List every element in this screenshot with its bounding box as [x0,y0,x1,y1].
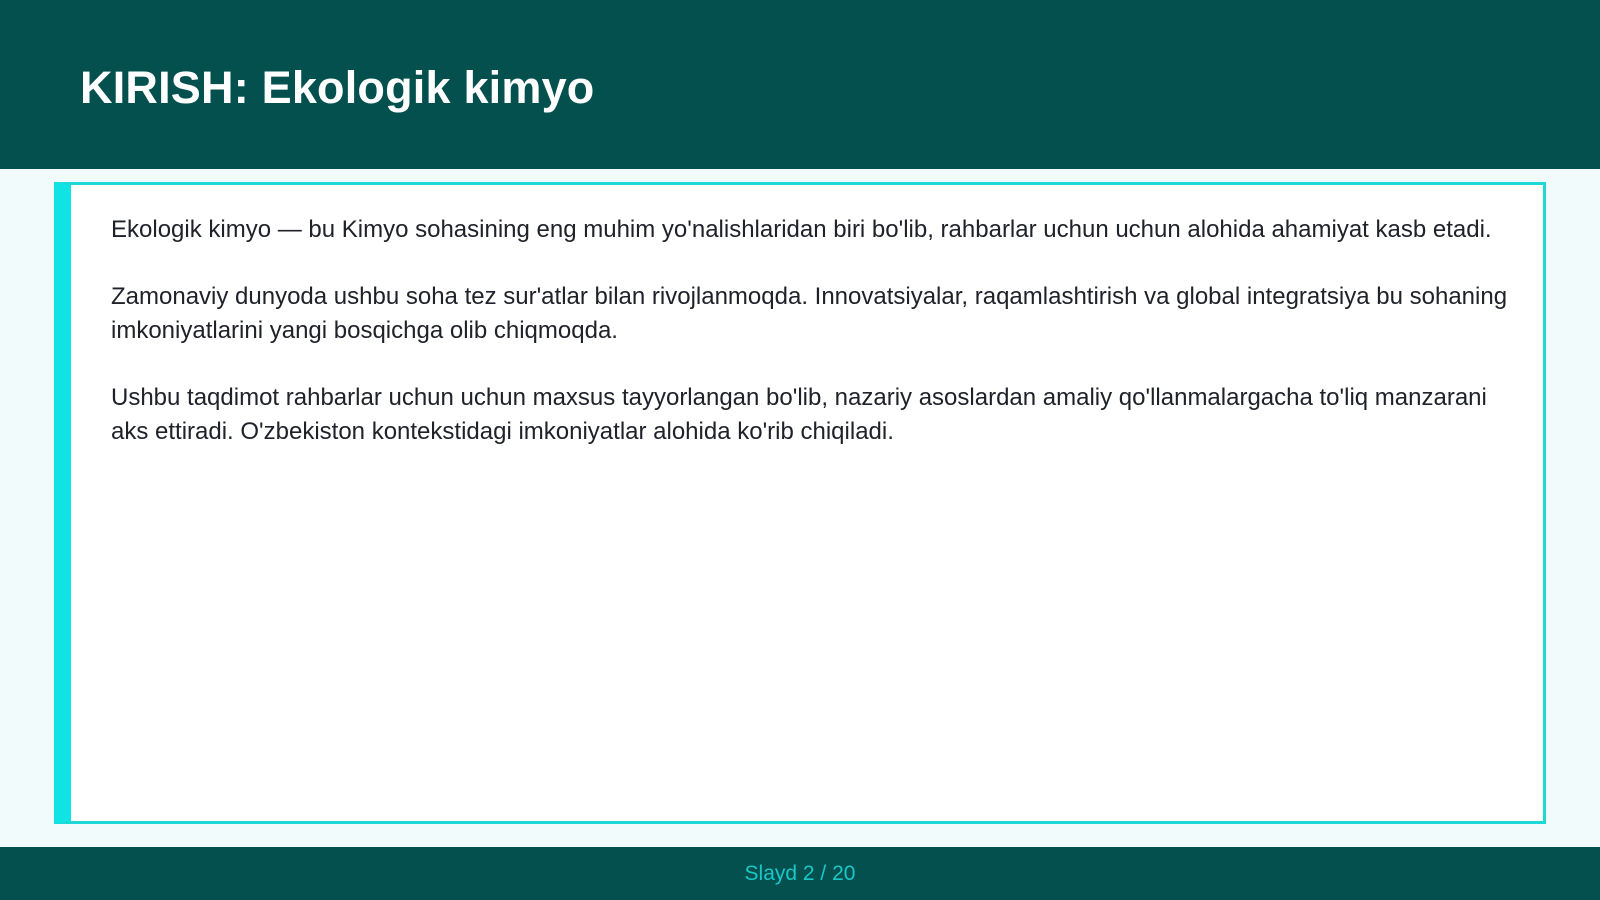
content-paragraphs [111,213,1511,482]
slide-counter: Slayd 2 / 20 [744,861,856,885]
paragraph-intro: Ekologik kimyo — bu Kimyo sohasining eng muhim yo'nalishlaridan biri bo'lib, rahbarlar uchun uchun alohida ahamiyat kasb etadi. [111,216,1492,243]
content-card [54,182,1546,824]
slide-title: KIRISH: Ekologik kimyo [80,62,595,113]
paragraph-presentation-purpose: Ushbu taqdimot rahbarlar uchun uchun maxsus tayyorlangan bo'lib, nazariy asoslardan amaliy qo'llanmalargacha to'liq manzarani aks ettiradi. O'zbekiston kontekstidagi imkoniyatlar alohida ko'rib chiqiladi. [111,384,1487,445]
slide-footer [0,847,1600,900]
paragraph-modern-world: Zamonaviy dunyoda ushbu soha tez sur'atlar bilan rivojlanmoqda. Innovatsiyalar, raqamlashtirish va global integratsiya bu sohaning imkoniyatlarini yangi bosqichga olib chiqmoqda. [111,283,1508,344]
slide-header [0,0,1600,169]
